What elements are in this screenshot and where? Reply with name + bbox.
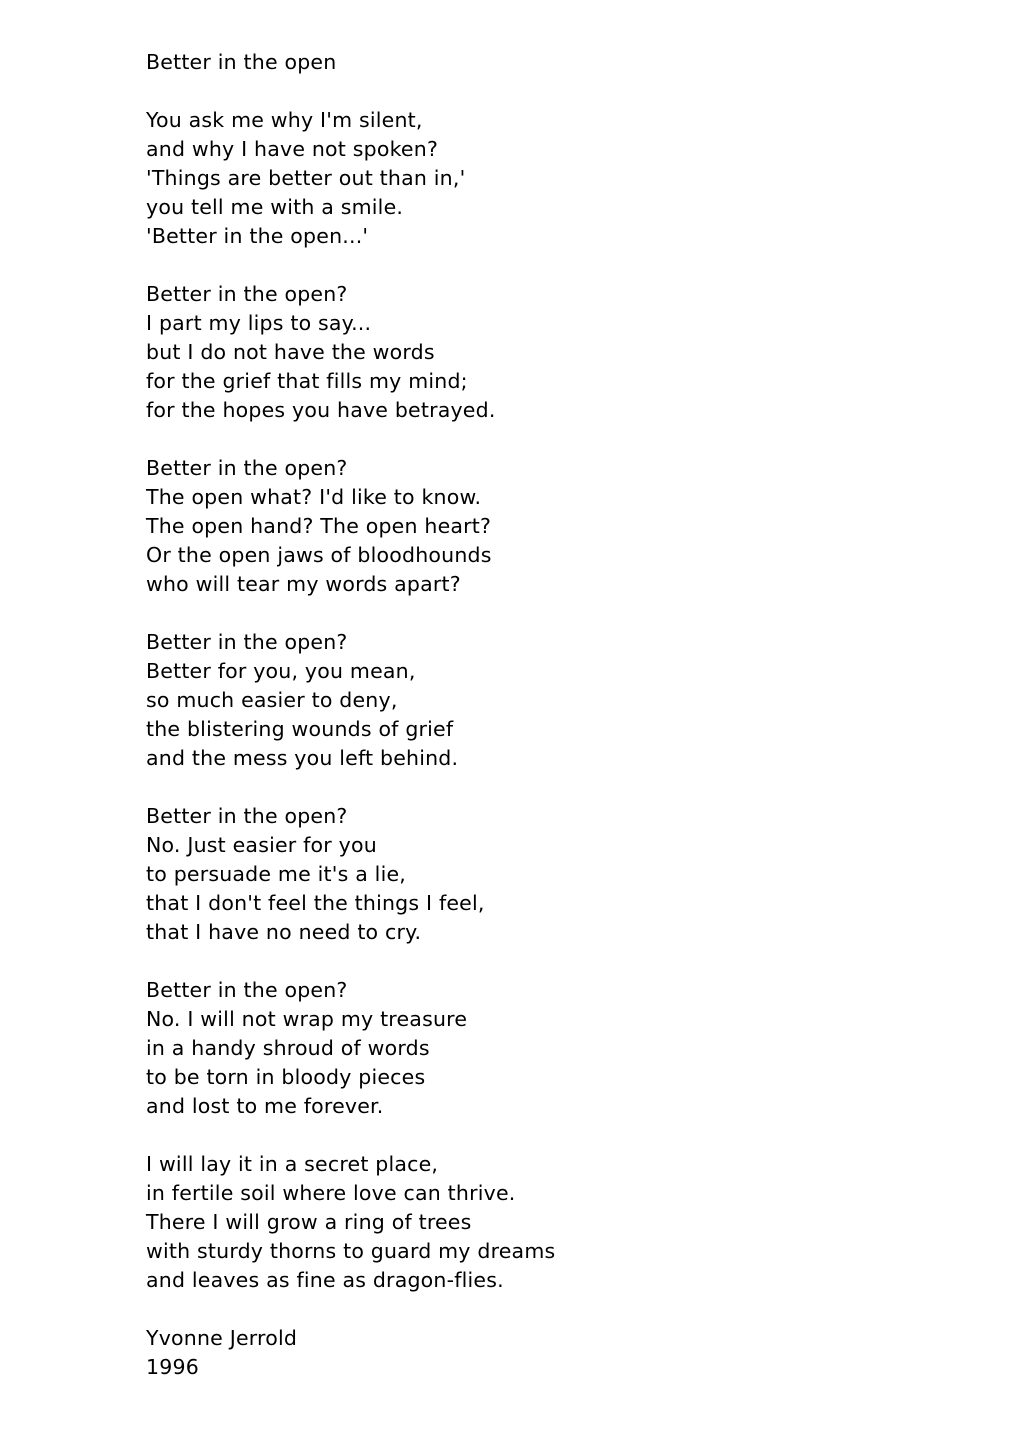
poem-line: and why I have not spoken? bbox=[146, 137, 439, 161]
poem-line: and the mess you left behind. bbox=[146, 746, 459, 770]
poem-line: I will lay it in a secret place, bbox=[146, 1152, 439, 1176]
poem-year: 1996 bbox=[146, 1355, 199, 1379]
poem-line: in fertile soil where love can thrive. bbox=[146, 1181, 516, 1205]
poem-page bbox=[146, 48, 1006, 1382]
stanza-6 bbox=[146, 976, 1006, 1121]
author-name: Yvonne Jerrold bbox=[146, 1326, 298, 1350]
stanza-4 bbox=[146, 628, 1006, 773]
poem-line: that I have no need to cry. bbox=[146, 920, 422, 944]
poem-line: The open hand? The open heart? bbox=[146, 514, 492, 538]
poem-line: Or the open jaws of bloodhounds bbox=[146, 543, 492, 567]
poem-line: the blistering wounds of grief bbox=[146, 717, 454, 741]
stanza-5 bbox=[146, 802, 1006, 947]
poem-line: to be torn in bloody pieces bbox=[146, 1065, 426, 1089]
poem-title: Better in the open bbox=[146, 50, 337, 74]
poem-line: You ask me why I'm silent, bbox=[146, 108, 423, 132]
stanza-7 bbox=[146, 1150, 1006, 1295]
poem-line: 'Better in the open...' bbox=[146, 224, 369, 248]
poem-line: and lost to me forever. bbox=[146, 1094, 384, 1118]
poem-line: that I don't feel the things I feel, bbox=[146, 891, 485, 915]
poem-line: Better in the open? bbox=[146, 282, 348, 306]
poem-line: so much easier to deny, bbox=[146, 688, 398, 712]
signature bbox=[146, 1324, 1006, 1382]
poem-line: for the grief that fills my mind; bbox=[146, 369, 468, 393]
poem-line: with sturdy thorns to guard my dreams bbox=[146, 1239, 556, 1263]
poem-line: No. Just easier for you bbox=[146, 833, 377, 857]
poem-line: for the hopes you have betrayed. bbox=[146, 398, 496, 422]
poem-line: No. I will not wrap my treasure bbox=[146, 1007, 468, 1031]
poem-line: and leaves as fine as dragon-flies. bbox=[146, 1268, 504, 1292]
poem-line: Better in the open? bbox=[146, 978, 348, 1002]
poem-line: but I do not have the words bbox=[146, 340, 435, 364]
stanza-1 bbox=[146, 106, 1006, 251]
stanza-2 bbox=[146, 280, 1006, 425]
poem-line: Better in the open? bbox=[146, 456, 348, 480]
poem-line: Better in the open? bbox=[146, 804, 348, 828]
poem-line: you tell me with a smile. bbox=[146, 195, 404, 219]
stanza-3 bbox=[146, 454, 1006, 599]
poem-line: There I will grow a ring of trees bbox=[146, 1210, 472, 1234]
poem-line: to persuade me it's a lie, bbox=[146, 862, 406, 886]
poem-line: in a handy shroud of words bbox=[146, 1036, 430, 1060]
poem-line: 'Things are better out than in,' bbox=[146, 166, 466, 190]
poem-line: Better in the open? bbox=[146, 630, 348, 654]
poem-line: who will tear my words apart? bbox=[146, 572, 461, 596]
poem-line: Better for you, you mean, bbox=[146, 659, 416, 683]
poem-line: The open what? I'd like to know. bbox=[146, 485, 482, 509]
poem-line: I part my lips to say... bbox=[146, 311, 372, 335]
